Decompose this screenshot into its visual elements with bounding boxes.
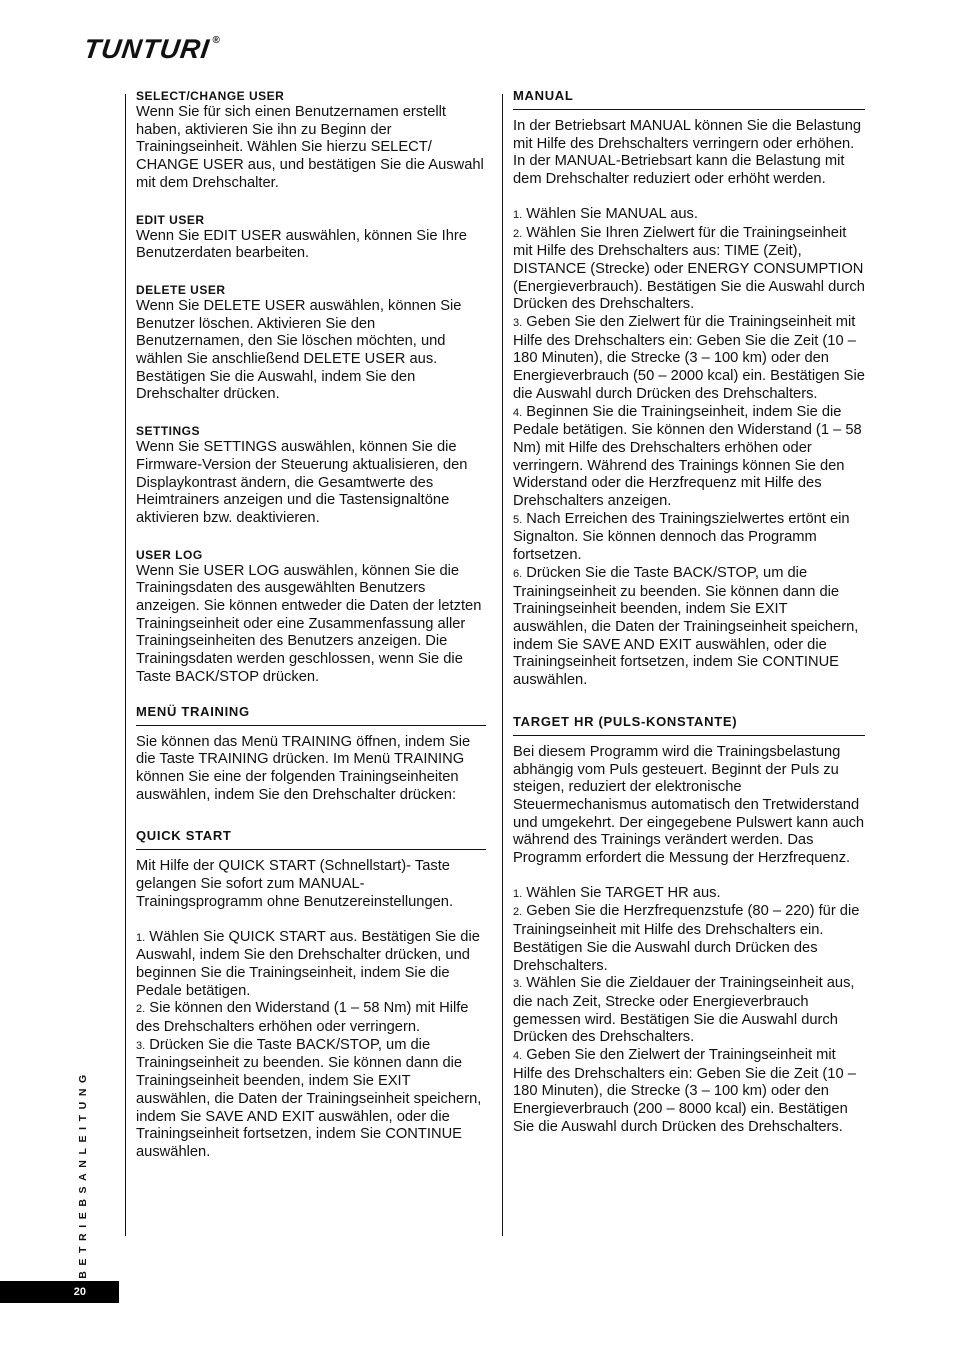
left-column — [136, 88, 486, 1162]
list-item: 3. Drücken Sie die Taste BACK/STOP, um die Trainingseinheit zu beenden. Sie können dann die Trainingseinheit beenden, indem Sie EXIT auswählen, die Daten der Trainingseinheit speichern, indem Sie SAVE AND EXIT auswählen, oder die Trainingseinheit fortsetzen, indem Sie CONTINUE auswählen. — [136, 1036, 482, 1160]
text-settings: Wenn Sie SETTINGS auswählen, können Sie die Firmware-Version der Steuerung aktualisieren, den Displaykontrast ändern, die Gesamtwerte des Heimtrainers anzeigen und die Tastensignaltöne aktivieren bzw. deaktivieren. — [136, 439, 468, 526]
manual-steps — [513, 206, 865, 690]
brand-logo — [81, 34, 220, 64]
heading-user-log: USER LOG — [136, 547, 203, 562]
text-target-hr: Bei diesem Programm wird die Trainingsbelastung abhängig vom Puls gesteuert. Beginnt der Puls zu steigen, reduziert der elektronische Steuermechanismus automatisch den Tretwiderstand und umgekehrt. Der eingegebene Pulswert kann auch während des Trainings verändert werden. Das Programm erfordert die Messung der Herzfrequenz. — [513, 743, 865, 867]
list-item: 4. Geben Sie den Zielwert der Trainingseinheit mit Hilfe des Drehschalters ein: Geben Sie die Zeit (10 – 180 Minuten), die Strecke (3 – 100 km) oder den Energieverbrauch (200 – 8000 kcal) ein. Bestätigen Sie die Auswahl durch Drücken des Drehschalters. — [513, 1047, 856, 1135]
brand-name: TUNTURI — [81, 34, 212, 64]
registered-mark: ® — [212, 35, 220, 46]
text-quick-start: Mit Hilfe der QUICK START (Schnellstart)- Taste gelangen Sie sofort zum MANUAL- Trainingsprogramm ohne Benutzereinstellungen. — [136, 858, 454, 910]
side-section-label: BETRIEBSANLEITUNG — [77, 1069, 90, 1279]
list-item: 1. Wählen Sie QUICK START aus. Bestätigen Sie die Auswahl, indem Sie den Drehschalter drücken, und beginnen Sie die Trainingseinheit, indem Sie die Pedale betätigen. — [136, 928, 480, 999]
list-item: 1. Wählen Sie MANUAL aus. — [513, 205, 698, 222]
list-item: 3. Geben Sie den Zielwert für die Trainingseinheit mit Hilfe des Drehschalters ein: Geben Sie die Zeit (10 – 180 Minuten), die Strecke (3 – 100 km) oder den Energieverbrauch (50 – 2000 kcal) ein. Bestätigen Sie die Auswahl durch Drücken des Drehschalters. — [513, 314, 865, 402]
list-item: 3. Wählen Sie die Zieldauer der Trainingseinheit aus, die nach Zeit, Strecke oder Energieverbrauch gemessen wird. Bestätigen Sie die Auswahl durch Drücken des Drehschalters. — [513, 975, 855, 1046]
quick-start-steps — [136, 929, 486, 1162]
heading-select-change-user: SELECT/CHANGE USER — [136, 89, 285, 103]
list-item: 2. Sie können den Widerstand (1 – 58 Nm) mit Hilfe des Drehschalters erhöhen oder verringern. — [136, 1000, 469, 1036]
heading-target-hr: TARGET HR (PULS-KONSTANTE) — [513, 714, 865, 736]
page-number-box — [0, 1281, 119, 1303]
column-rule-left — [125, 94, 126, 1236]
heading-manual: MANUAL — [513, 88, 865, 110]
list-item: 6. Drücken Sie die Taste BACK/STOP, um die Trainingseinheit zu beenden. Sie können dann die Trainingseinheit beenden, indem Sie EXIT auswählen, die Daten der Trainingseinheit speichern, indem Sie SAVE AND EXIT auswählen, oder die Trainingseinheit fortsetzen, indem Sie CONTINUE auswählen. — [513, 564, 859, 689]
list-item: 5. Nach Erreichen des Trainingszielwertes ertönt ein Signalton. Sie können dennoch das Programm fortsetzen. — [513, 510, 850, 564]
target-hr-steps — [513, 885, 865, 1137]
text-menu-training: Sie können das Menü TRAINING öffnen, indem Sie die Taste TRAINING drücken. Im Menü TRAINING können Sie eine der folgenden Trainingseinheiten auswählen, indem Sie den Drehschalter drücken: — [136, 733, 471, 803]
text-user-log: Wenn Sie USER LOG auswählen, können Sie die Trainingsdaten des ausgewählten Benutzers anzeigen. Sie können entweder die Daten der letzten Trainingseinheit oder eine Zusammenfassung aller Trainingseinheiten des Benutzers anzeigen. Die Trainingsdaten werden geschlossen, wenn Sie die Taste BACK/STOP drücken. — [136, 562, 482, 685]
heading-menu-training: MENÜ TRAINING — [136, 704, 486, 726]
right-column — [513, 88, 865, 1137]
text-manual: In der Betriebsart MANUAL können Sie die Belastung mit Hilfe des Drehschalters verringern oder erhöhen. In der MANUAL-Betriebsart kann die Belastung mit dem Drehschalter reduziert oder erhöht werden. — [513, 118, 862, 188]
heading-settings: SETTINGS — [136, 424, 201, 439]
heading-quick-start: QUICK START — [136, 828, 486, 850]
text-edit-user: Wenn Sie EDIT USER auswählen, können Sie Ihre Benutzerdaten bearbeiten. — [136, 227, 467, 262]
column-rule-right — [502, 94, 503, 1236]
list-item: 2. Wählen Sie Ihren Zielwert für die Trainingseinheit mit Hilfe des Drehschalters aus: TIME (Zeit), DISTANCE (Strecke) oder ENERGY CONSUMPTION (Energieverbrauch). Bestätigen Sie die Auswahl durch Drücken des Drehschalters. — [513, 224, 865, 313]
text-delete-user: Wenn Sie DELETE USER auswählen, können Sie Benutzer löschen. Aktivieren Sie den Benutzernamen, den Sie löschen möchten, und wählen Sie anschließend DELETE USER aus. Bestätigen Sie die Auswahl, indem Sie den Drehschalter drücken. — [136, 297, 462, 403]
heading-delete-user: DELETE USER — [136, 282, 226, 297]
heading-edit-user: EDIT USER — [136, 212, 205, 227]
page-number: 20 — [73, 1286, 86, 1298]
list-item: 4. Beginnen Sie die Trainingseinheit, indem Sie die Pedale betätigen. Sie können den Widerstand (1 – 58 Nm) mit Hilfe des Drehschalters erhöhen oder verringern. Während des Trainings können Sie den Widerstand oder die Herzfrequenz mit Hilfe des Drehschalters anzeigen. — [513, 403, 862, 510]
list-item: 2. Geben Sie die Herzfrequenzstufe (80 – 220) für die Trainingseinheit mit Hilfe des Drehschalters ein. Bestätigen Sie die Auswahl durch Drücken des Drehschalters. — [513, 903, 860, 974]
text-select-change-user: Wenn Sie für sich einen Benutzernamen erstellt haben, aktivieren Sie ihn zu Beginn der Trainingseinheit. Wählen Sie hierzu SELECT/ CHANGE USER aus, und bestätigen Sie die Auswahl mit dem Drehschalter. — [136, 104, 484, 191]
list-item: 1. Wählen Sie TARGET HR aus. — [513, 884, 721, 901]
